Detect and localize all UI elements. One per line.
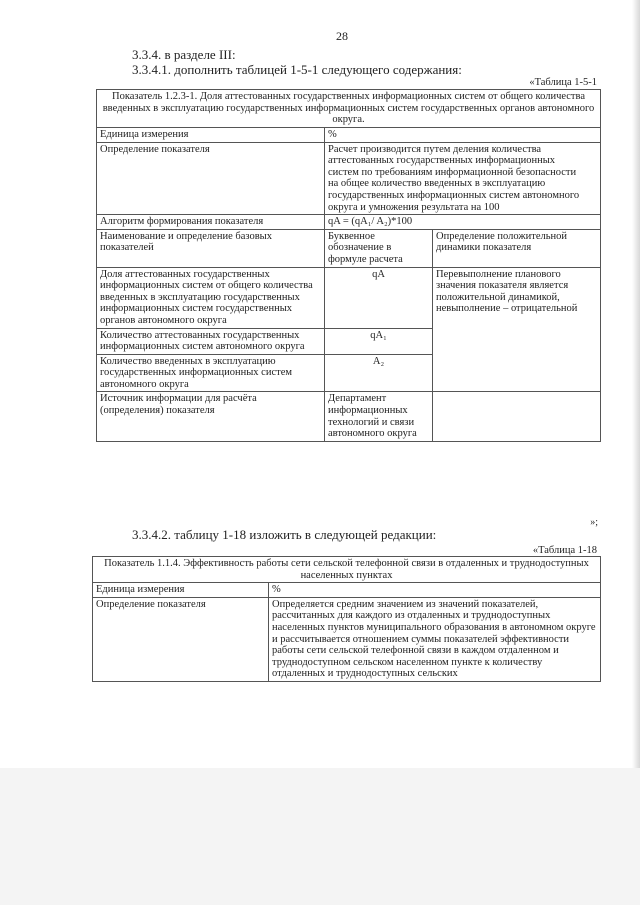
base-indicator-symbol: A₂ [325, 354, 433, 392]
table1-algorithm-value: qA = (qA₁/ A₂)*100 [325, 215, 601, 230]
subsection-heading-2: 3.3.4.2. таблицу 1-18 изложить в следующей редакции: [132, 527, 437, 542]
table2-unit-value: % [269, 583, 601, 598]
table1-col-head-dynamic: Определение положительной динамики показателя [433, 229, 601, 267]
base-indicator-name: Доля аттестованных государственных информационных систем от общего количества введенных в эксплуатацию государственных информационных систем государственных органов автономного округа [97, 267, 325, 328]
table1-source-label: Источник информации для расчёта (определения) показателя [97, 392, 325, 441]
indicator-table-1-18 [92, 556, 601, 682]
table2-definition-value: Определяется средним значением из значений показателей, рассчитанных для каждого из отдаленных и труднодоступных населенных пунктов муниципального образования в автономном округе и рассчитывается отношением суммы показателей эффективности работы сети сельской телефонной связи в каждом отдаленном и труднодоступном сельском населенном пункте к количеству отдаленных и труднодоступных сельских [269, 597, 601, 681]
table1-dynamic-value: Перевыполнение планового значения показателя является положительной динамикой, невыполнение – отрицательной [433, 267, 601, 392]
table1-definition-text: Расчет производится путем деления количества аттестованных государственных информационных систем по требованиям информационной безопасности на общее количество введенных в эксплуатацию государственных информационных систем автономного округа и умножения результата на 100 [328, 143, 580, 213]
table2-label: «Таблица 1-18 [532, 545, 597, 556]
base-indicator-name: Количество введенных в эксплуатацию государственных информационных систем автономного округа [97, 354, 325, 392]
table1-source-empty [433, 392, 601, 441]
table1-end-mark: »; [590, 517, 598, 528]
page-number: 28 [336, 29, 348, 43]
base-indicator-symbol: qA [325, 267, 433, 328]
table1-unit-value: % [325, 128, 601, 143]
table1-algorithm-label: Алгоритм формирования показателя [97, 215, 325, 230]
table1-title: Показатель 1.2.3-1. Доля аттестованных государственных информационных систем от общего количества введенных в эксплуатацию государственных информационных систем государственных органов автономного округа. [97, 90, 601, 128]
table1-source-value: Департамент информационных технологий и связи автономного округа [325, 392, 433, 441]
subsection-heading-1: 3.3.4.1. дополнить таблицей 1-5-1 следующего содержания: [132, 62, 462, 77]
table1-label: «Таблица 1-5-1 [529, 77, 597, 88]
table-row [97, 267, 601, 328]
base-indicator-symbol: qA₁ [325, 328, 433, 354]
table2-title: Показатель 1.1.4. Эффективность работы сети сельской телефонной связи в отдаленных и труднодоступных населенных пунктах [93, 557, 601, 583]
table1-col-head-name: Наименование и определение базовых показателей [97, 229, 325, 267]
table1-definition-label: Определение показателя [97, 142, 325, 215]
table2-definition-label: Определение показателя [93, 597, 269, 681]
table1-definition-value [325, 142, 601, 215]
base-indicator-name: Количество аттестованных государственных информационных систем автономного округа [97, 328, 325, 354]
table1-col-head-symbol: Буквенное обозначение в формуле расчета [325, 229, 433, 267]
section-heading: 3.3.4. в разделе III: [132, 47, 236, 62]
table1-unit-label: Единица измерения [97, 128, 325, 143]
table2-unit-label: Единица измерения [93, 583, 269, 598]
indicator-table-1-5-1 [96, 89, 601, 442]
